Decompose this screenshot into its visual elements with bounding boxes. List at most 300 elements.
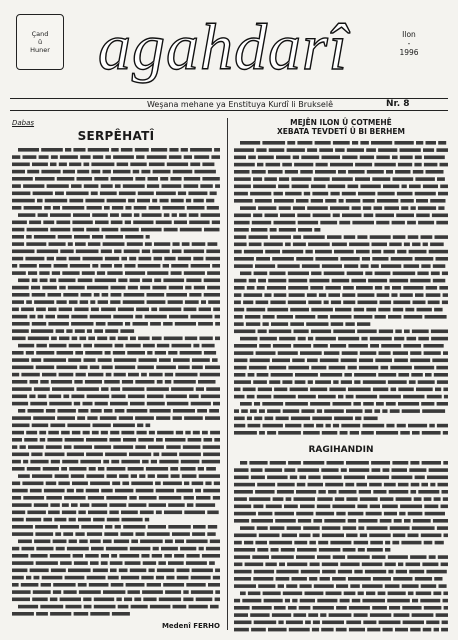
text-word-block [322,526,341,530]
illegible-body-text [12,146,220,620]
text-word-block [258,330,267,334]
text-word-block [360,156,374,160]
text-word-block [304,424,314,428]
text-word-block [338,337,359,341]
text-word-block [409,250,427,254]
text-word-block [288,366,309,370]
text-word-block [282,380,292,384]
text-word-block [91,308,99,312]
text-word-block [165,590,181,594]
text-word-block [368,279,387,283]
text-word-block [215,569,220,573]
text-word-block [349,606,370,610]
text-word-block [234,177,251,181]
text-word-block [430,483,435,487]
text-word-block [354,315,373,319]
text-word-block [142,460,149,464]
text-word-block [193,257,203,261]
text-word-block [56,329,65,333]
text-word-block [327,461,344,465]
text-word-block [258,206,276,210]
text-word-block [341,424,360,428]
text-word-block [62,460,78,464]
text-word-block [191,576,211,580]
text-word-block [184,496,194,500]
text-word-block [265,214,278,218]
text-word-block [152,286,166,290]
text-word-block [147,387,169,391]
text-word-block [326,592,342,596]
text-word-block [173,605,187,609]
text-word-block [247,286,255,290]
text-word-block [422,563,438,567]
text-word-block [168,561,184,565]
text-word-block [322,534,344,538]
text-word-block [331,322,344,326]
text-word-block [196,503,216,507]
text-word-block [163,482,182,486]
text-word-block [394,359,408,363]
text-word-block [347,555,369,559]
text-word-block [136,155,144,159]
text-word-block [324,301,329,305]
text-word-block [401,206,408,210]
text-word-block [318,395,336,399]
text-word-block [207,271,220,275]
text-word-block [95,279,117,283]
text-word-block [388,555,408,559]
text-word-block [204,228,220,232]
text-word-block [378,373,396,377]
text-word-block [277,490,294,494]
text-word-block [21,583,39,587]
text-word-block [412,526,435,530]
text-word-block [97,271,105,275]
text-word-block [164,337,183,341]
text-word-block [198,322,213,326]
text-word-block [28,409,44,413]
text-word-block [155,351,166,355]
text-word-block [421,235,433,239]
text-word-block [342,192,356,196]
text-word-block [169,286,183,290]
text-word-block [182,242,190,246]
text-word-block [12,547,19,551]
masthead-title: agahdarî [97,11,349,84]
text-word-block [69,467,86,471]
text-word-block [153,547,159,551]
text-word-block [12,554,28,558]
text-word-block [117,163,129,167]
text-word-block [206,199,214,203]
text-word-block [173,242,180,246]
text-word-block [379,621,401,625]
text-word-block [78,279,93,283]
text-word-block [157,431,174,435]
text-word-block [307,206,328,210]
text-word-block [22,482,43,486]
seal-line: û [37,38,43,46]
text-word-block [434,628,439,632]
issue-line: - [407,39,411,48]
text-word-block [288,606,297,610]
text-word-block [157,569,174,573]
text-word-block [81,293,92,297]
text-word-block [342,214,362,218]
text-word-block [270,235,291,239]
text-word-block [12,163,30,167]
text-word-block [147,583,161,587]
text-word-block [105,525,112,529]
text-word-block [234,497,247,501]
text-word-block [423,185,438,189]
text-word-block [202,163,214,167]
text-word-block [135,416,154,420]
text-word-block [330,206,349,210]
text-word-block [109,438,120,442]
text-word-block [199,337,212,341]
issue-line: 1996 [399,48,419,57]
text-word-block [12,337,26,341]
text-word-block [12,373,19,377]
text-word-block [122,387,144,391]
text-word-block [435,388,441,392]
text-word-block [330,315,351,319]
text-word-block [64,445,72,449]
text-word-block [249,461,267,465]
text-word-block [87,576,106,580]
text-word-block [376,402,384,406]
text-word-block [62,511,76,515]
text-word-block [364,214,374,218]
text-word-block [389,490,409,494]
article-heading: SERPÊHATÎ [77,129,155,143]
text-word-block [292,359,305,363]
text-word-block [234,221,250,225]
text-word-block [393,308,404,312]
text-word-block [408,534,419,538]
text-word-block [111,387,120,391]
text-word-block [267,286,286,290]
text-word-block [360,264,368,268]
text-word-block [294,330,309,334]
text-word-block [23,496,44,500]
text-word-block [12,206,21,210]
text-word-block [150,409,171,413]
text-word-block [265,563,276,567]
article-body [234,459,448,635]
text-word-block [437,424,448,428]
text-word-block [252,555,269,559]
text-word-block [375,214,394,218]
text-word-block [276,577,290,581]
text-word-block [168,503,185,507]
text-word-block [211,155,220,159]
text-word-block [320,359,339,363]
text-word-block [74,308,88,312]
text-word-block [301,156,319,160]
text-word-block [377,293,390,297]
text-word-block [116,598,121,602]
text-word-block [185,300,199,304]
text-word-block [156,366,176,370]
text-word-block [40,605,63,609]
text-word-block [297,548,317,552]
text-word-block [277,483,294,487]
text-word-block [365,272,372,276]
text-word-block [253,185,276,189]
text-word-block [260,337,277,341]
text-word-block [268,170,283,174]
text-word-block [74,612,89,616]
text-word-block [256,148,266,152]
text-word-block [48,322,69,326]
text-word-block [186,279,201,283]
text-word-block [12,525,33,529]
text-word-block [404,519,411,523]
text-word-block [119,474,128,478]
text-word-block [131,482,153,486]
text-word-block [19,264,36,268]
text-word-block [253,177,262,181]
text-word-block [437,177,445,181]
text-word-block [317,599,337,603]
text-word-block [149,569,155,573]
text-word-block [405,308,414,312]
text-word-block [39,431,46,435]
text-word-block [50,279,57,283]
text-word-block [57,416,75,420]
text-word-block [383,628,393,632]
text-word-block [278,431,301,435]
text-word-block [92,503,108,507]
text-word-block [404,243,410,247]
text-word-block [293,243,306,247]
text-word-block [234,235,246,239]
text-word-block [424,163,438,167]
left-column [12,118,220,631]
text-word-block [251,628,266,632]
text-word-block [168,351,177,355]
text-word-block [402,606,421,610]
text-word-block [234,548,255,552]
text-word-block [279,563,285,567]
text-word-block [149,373,163,377]
text-word-block [23,184,44,188]
text-word-block [357,505,367,509]
text-word-block [23,155,37,159]
text-word-block [59,286,65,290]
text-word-block [403,286,423,290]
text-word-block [317,409,322,413]
text-word-block [409,380,416,384]
text-word-block [83,402,93,406]
text-word-block [182,474,197,478]
text-word-block [257,526,268,530]
text-word-block [96,322,106,326]
text-word-block [92,264,98,268]
text-word-block [72,431,81,435]
text-word-block [110,431,119,435]
text-word-block [234,293,241,297]
text-word-block [12,271,26,275]
text-word-block [53,590,61,594]
text-word-block [108,322,123,326]
text-word-block [193,199,204,203]
text-word-block [12,598,30,602]
text-word-block [418,490,439,494]
text-word-block [71,315,87,319]
text-word-block [418,380,435,384]
text-word-block [146,424,151,428]
text-word-block [95,221,109,225]
text-word-block [366,148,376,152]
text-word-block [263,592,281,596]
text-word-block [165,438,186,442]
text-word-block [113,445,133,449]
text-word-block [102,228,119,232]
text-word-block [20,445,26,449]
text-word-block [249,235,268,239]
text-word-block [213,308,220,312]
text-word-block [68,569,91,573]
text-word-block [340,431,348,435]
text-word-block [234,243,247,247]
text-word-block [68,358,81,362]
article-heading: MEJÊN ILON Û COTMEHÊ [290,118,392,127]
text-word-block [298,221,318,225]
text-word-block [214,438,220,442]
text-word-block [329,366,346,370]
text-word-block [98,467,105,471]
text-word-block [186,199,191,203]
text-word-block [192,366,203,370]
text-word-block [18,474,30,478]
text-word-block [333,214,340,218]
text-word-block [347,272,363,276]
text-word-block [207,286,220,290]
text-word-block [285,599,290,603]
text-word-block [204,293,220,297]
text-word-block [119,416,133,420]
text-word-block [147,300,166,304]
text-word-block [362,599,385,603]
text-word-block [416,388,433,392]
text-word-block [243,301,253,305]
text-word-block [268,279,286,283]
text-word-block [292,599,297,603]
text-word-block [174,554,184,558]
text-word-block [77,416,85,420]
text-word-block [146,235,150,239]
text-word-block [22,547,35,551]
text-word-block [281,548,295,552]
text-word-block [344,476,365,480]
text-word-block [120,532,133,536]
text-word-block [283,592,302,596]
text-word-block [278,621,283,625]
text-word-block [392,156,398,160]
text-word-block [12,445,17,449]
text-word-block [160,199,169,203]
text-word-block [234,584,256,588]
text-word-block [244,293,263,297]
text-word-block [85,554,99,558]
text-word-block [244,541,253,545]
text-word-block [170,467,178,471]
text-word-block [381,366,389,370]
text-word-block [322,156,341,160]
text-word-block [156,221,172,225]
text-word-block [364,417,378,421]
text-word-block [365,570,386,574]
text-word-block [443,293,448,297]
text-word-block [115,525,121,529]
text-word-block [429,424,435,428]
text-word-block [312,192,328,196]
text-word-block [363,206,371,210]
text-word-block [127,351,145,355]
text-word-block [43,518,52,522]
text-word-block [442,490,449,494]
article-heading: RAGIHANDIN [308,445,374,455]
text-word-block [146,467,168,471]
text-word-block [392,468,408,472]
text-word-block [398,388,414,392]
text-word-block [391,293,397,297]
text-word-block [135,315,142,319]
text-word-block [215,598,220,602]
text-word-block [400,505,422,509]
text-word-block [385,286,390,290]
text-word-block [253,214,262,218]
text-word-block [415,476,425,480]
text-word-block [59,337,69,341]
text-word-block [135,380,154,384]
text-word-block [349,243,369,247]
text-word-block [111,148,119,152]
text-word-block [400,293,413,297]
text-word-block [431,330,448,334]
text-word-block [410,555,426,559]
text-word-block [415,177,435,181]
text-word-block [136,489,154,493]
text-word-block [292,185,309,189]
text-word-block [317,555,331,559]
text-word-block [371,461,390,465]
text-word-block [12,431,24,435]
text-word-block [426,621,439,625]
text-word-block [84,163,90,167]
text-word-block [12,170,25,174]
text-word-block [12,569,27,573]
text-word-block [346,621,361,625]
text-word-block [12,503,32,507]
text-word-block [270,301,285,305]
text-word-block [409,468,426,472]
text-word-block [66,329,72,333]
text-word-block [264,293,271,297]
text-word-block [28,445,44,449]
text-word-block [298,337,306,341]
text-word-block [297,141,312,145]
text-word-block [375,359,392,363]
text-word-block [29,221,41,225]
text-word-block [212,358,218,362]
text-word-block [177,576,189,580]
text-word-block [372,177,390,181]
text-word-block [215,322,220,326]
